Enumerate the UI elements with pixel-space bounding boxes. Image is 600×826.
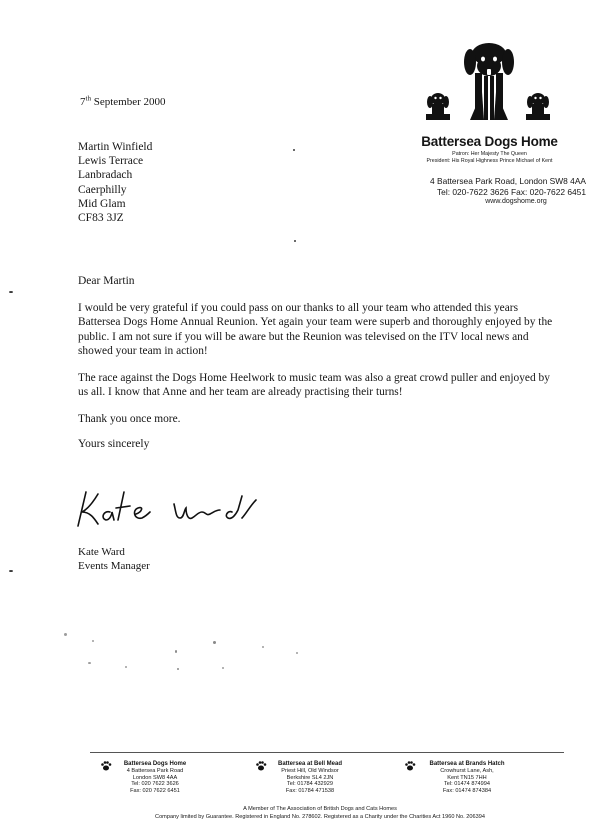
footer-branch <box>255 761 365 795</box>
org-name: Battersea Dogs Home <box>421 134 558 149</box>
scan-speck <box>125 666 127 668</box>
footer-branch <box>412 761 522 795</box>
branch-line: London SW8 4AA <box>132 774 178 781</box>
scan-speck <box>294 240 296 242</box>
recipient-line: Lewis Terrace <box>78 155 144 168</box>
recipient-line: Caerphilly <box>78 183 127 196</box>
signer-name: Kate Ward <box>78 546 125 558</box>
scan-speck <box>293 149 295 151</box>
small-dog-right-icon <box>526 93 550 120</box>
recipient-line: CF83 3JZ <box>78 212 124 225</box>
branch-line: Tel: 01474 874994 <box>443 781 491 788</box>
date-day: 7 <box>80 96 86 108</box>
branch-line: 4 Battersea Park Road <box>126 767 184 774</box>
branch-name: Battersea at Brands Hatch <box>429 761 505 767</box>
branch-line: Priest Hill, Old Windsor <box>281 767 339 774</box>
branch-line: Fax: 01474 874384 <box>442 788 492 795</box>
branch-line: Tel: 01784 432929 <box>286 781 334 788</box>
date-rest: September 2000 <box>90 96 166 108</box>
branch-line: Crowhurst Lane, Ash, <box>440 767 494 774</box>
org-address: 4 Battersea Park Road, London SW8 4AA <box>430 176 586 186</box>
date-suffix: th <box>85 94 91 103</box>
footer-branch <box>100 761 210 795</box>
three-dogs-logo <box>418 40 560 122</box>
signer-block <box>78 545 150 573</box>
patron-text: Patron: Her Majesty The Queen <box>452 151 527 157</box>
letter-date <box>80 96 166 108</box>
scan-speck <box>213 641 216 644</box>
salutation: Dear Martin <box>78 275 135 287</box>
body-paragraph: The race against the Dogs Home Heelwork to music team was also a great crowd puller and enjoyed by us all. I know that Anne and her team are already practising their turns! <box>78 372 550 399</box>
recipient-line: Martin Winfield <box>78 141 153 153</box>
branch-name: Battersea at Bell Mead <box>277 761 343 767</box>
branch-line: Kent TN15 7HH <box>447 774 487 781</box>
scan-speck <box>92 640 94 642</box>
body-paragraph: Thank you once more. <box>78 413 181 425</box>
branch-line: Berkshire SL4 2JN <box>286 774 334 781</box>
scan-speck <box>88 662 91 664</box>
large-dog-icon <box>464 43 514 120</box>
recipient-address <box>78 140 152 225</box>
company-registration: Company limited by Guarantee. Registered in England No. 278602. Registered as a Charity under the Charities Act 1960 No. 206394 <box>155 814 485 820</box>
president-text: President: His Royal Highness Prince Michael of Kent <box>426 157 553 164</box>
scan-speck <box>296 652 298 654</box>
scan-speck <box>222 667 224 669</box>
closing: Yours sincerely <box>78 438 150 450</box>
branch-line: Fax: 01784 471538 <box>285 788 335 795</box>
branch-line: Tel: 020 7622 3626 <box>131 781 179 788</box>
branch-name: Battersea Dogs Home <box>123 761 187 767</box>
membership-note: A Member of The Association of British Dogs and Cats Homes <box>243 806 397 812</box>
small-dog-left-icon <box>426 93 450 120</box>
signer-title: Events Manager <box>78 560 150 572</box>
patron-lines <box>402 151 577 164</box>
scan-speck <box>9 570 13 572</box>
footer-rule <box>90 752 564 753</box>
recipient-line: Mid Glam <box>78 197 126 210</box>
body-paragraph: I would be very grateful if you could pass on our thanks to all your team who attended this years Battersea Dogs Home Annual Reunion. Yet again your team were superb and thoroughly enjoyed by the public. I am not sure if you will be aware but the Reunion was televised on the ITV local news and showed your team in action! <box>78 302 553 357</box>
recipient-line: Lanbradach <box>78 169 133 182</box>
branch-line: Fax: 020 7622 6451 <box>130 788 180 795</box>
scan-speck <box>262 646 264 648</box>
scan-speck <box>175 650 177 653</box>
scan-speck <box>177 668 179 670</box>
scan-speck <box>9 291 13 293</box>
handwritten-signature <box>72 482 272 532</box>
org-website: www.dogshome.org <box>485 198 547 205</box>
org-phone-fax: Tel: 020-7622 3626 Fax: 020-7622 6451 <box>436 187 586 197</box>
scan-speck <box>64 633 67 636</box>
